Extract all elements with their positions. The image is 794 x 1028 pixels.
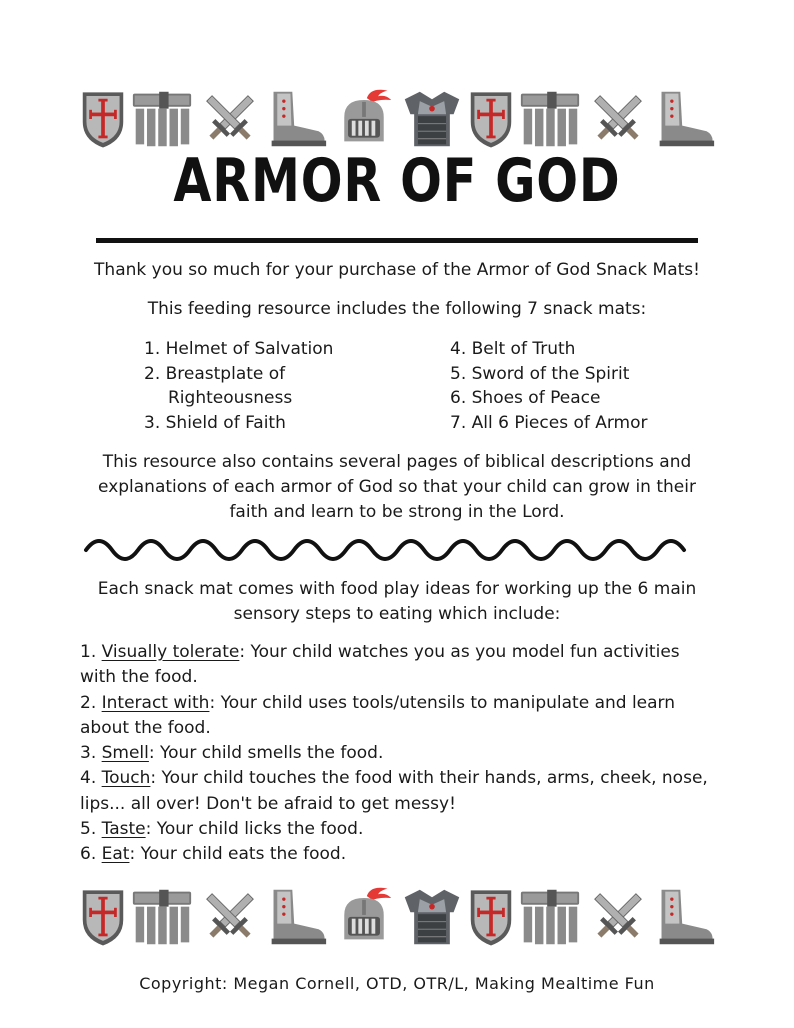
list-item xyxy=(80,817,720,842)
swords-icon xyxy=(587,88,649,150)
step-term: Eat xyxy=(101,844,130,865)
step-description: : Your child eats the food. xyxy=(129,844,347,865)
thanks-text: Thank you so much for your purchase of the Armor of God Snack Mats! xyxy=(94,260,700,280)
shield-icon xyxy=(468,88,514,150)
list-item xyxy=(80,640,720,691)
list-item: 5. Sword of the Spirit xyxy=(450,363,630,384)
list-item: 3. Shield of Faith xyxy=(144,412,286,433)
step-number: 2. xyxy=(80,692,102,713)
list-item: 1. Helmet of Salvation xyxy=(144,339,334,359)
list-item xyxy=(80,741,720,766)
shoe-icon xyxy=(654,886,716,948)
breastplate-icon xyxy=(401,88,463,150)
list-item: Righteousness xyxy=(168,388,293,408)
helmet-icon xyxy=(333,880,395,948)
step-number: 4. xyxy=(80,768,102,789)
list-item: 4. Belt of Truth xyxy=(450,339,576,359)
shield-icon xyxy=(468,886,514,948)
swords-icon xyxy=(587,886,649,948)
swords-icon xyxy=(199,88,261,150)
wave-divider xyxy=(82,535,712,565)
shoe-icon xyxy=(266,886,328,948)
shoe-icon xyxy=(654,88,716,150)
includes-text: This feeding resource includes the following 7 snack mats: xyxy=(147,299,647,319)
step-description: : Your child licks the food. xyxy=(145,819,364,840)
swords-icon xyxy=(199,886,261,948)
step-term: Touch xyxy=(101,768,151,789)
step-term: Interact with xyxy=(101,692,210,713)
snack-mat-list-right xyxy=(450,337,710,435)
step-description: : Your child watches you as you model fun activities with the food. xyxy=(80,642,680,688)
helmet-icon xyxy=(333,82,395,150)
step-term: Taste xyxy=(101,819,146,840)
bottom-armor-border xyxy=(80,874,716,948)
step-number: 3. xyxy=(80,743,102,764)
step-number: 6. xyxy=(80,844,102,865)
breastplate-icon xyxy=(401,886,463,948)
sensory-steps-list xyxy=(80,640,720,868)
step-description: : Your child smells the food. xyxy=(148,743,384,764)
belt-icon xyxy=(131,88,193,150)
shield-icon xyxy=(80,88,126,150)
step-term: Smell xyxy=(101,743,149,764)
title-divider xyxy=(96,238,698,243)
list-item xyxy=(80,766,720,817)
shoe-icon xyxy=(266,88,328,150)
list-item: 2. Breastplate of xyxy=(144,363,286,384)
list-item xyxy=(80,691,720,742)
step-number: 5. xyxy=(80,819,102,840)
belt-icon xyxy=(519,88,581,150)
resource-description: This resource also contains several pages of biblical descriptions and explanations of each armor of God so that your child can grow in their faith and learn to be strong in the Lord. xyxy=(98,452,696,522)
shield-icon xyxy=(80,886,126,948)
page-title: ARMOR OF GOD xyxy=(173,146,621,216)
copyright-text: Copyright: Megan Cornell, OTD, OTR/L, Making Mealtime Fun xyxy=(139,974,655,993)
list-item: 7. All 6 Pieces of Armor xyxy=(450,412,648,433)
steps-intro: Each snack mat comes with food play ideas for working up the 6 main sensory steps to eating which include: xyxy=(97,579,697,624)
top-armor-border xyxy=(80,76,716,150)
list-item xyxy=(80,842,720,867)
list-item: 6. Shoes of Peace xyxy=(450,388,601,408)
belt-icon xyxy=(519,886,581,948)
step-term: Visually tolerate xyxy=(101,642,240,662)
step-description: : Your child uses tools/utensils to manipulate and learn about the food. xyxy=(80,692,676,738)
step-number: 1. xyxy=(80,642,102,662)
belt-icon xyxy=(131,886,193,948)
snack-mat-list-left xyxy=(144,337,404,435)
step-description: : Your child touches the food with their hands, arms, cheek, nose, lips... all over! Don't be afraid to get messy! xyxy=(80,768,708,814)
